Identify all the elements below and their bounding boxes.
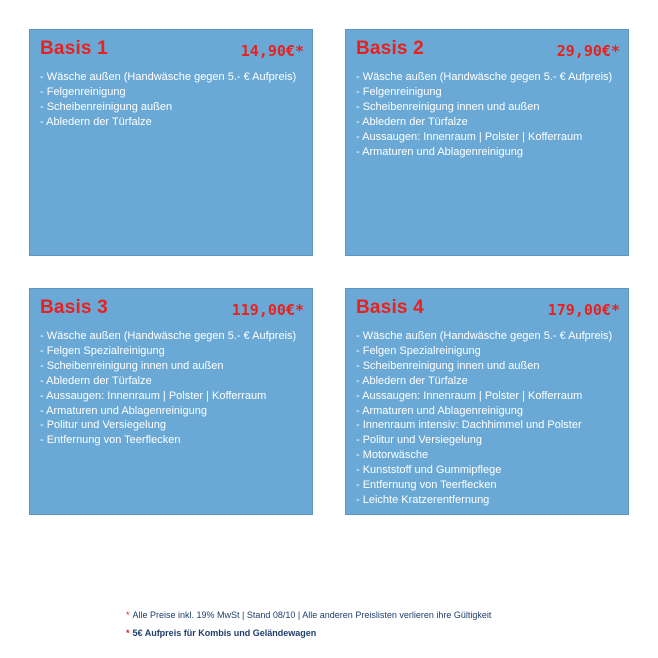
list-item: - Felgenreinigung xyxy=(356,85,442,98)
list-item: - Wäsche außen (Handwäsche gegen 5.- € Aufpreis) xyxy=(356,330,613,342)
list-item: - Motorwäsche xyxy=(356,449,429,462)
list-item: - Felgenreinigung xyxy=(40,85,126,98)
list-item: - Abledern der Türfalze xyxy=(40,115,152,128)
service-list xyxy=(356,329,622,508)
list-item: - Innenraum intensiv: Dachhimmel und Polster xyxy=(356,419,582,432)
asterisk-marker: * xyxy=(126,628,130,638)
list-item: - Entfernung von Teerflecken xyxy=(40,434,181,447)
service-list xyxy=(356,70,622,159)
asterisk-marker: * xyxy=(126,610,130,620)
card-price: 29,90€* xyxy=(556,42,620,60)
card-title: Basis 4 xyxy=(356,297,424,318)
footnote-text: Alle Preise inkl. 19% MwSt | Stand 08/10 | Alle anderen Preislisten verlieren ihre Gültigkeit xyxy=(132,610,492,620)
list-item: - Scheibenreinigung innen und außen xyxy=(356,359,540,372)
list-item: - Wäsche außen (Handwäsche gegen 5.- € Aufpreis) xyxy=(40,71,297,83)
price-card-basis-2 xyxy=(345,29,629,256)
card-price: 14,90€* xyxy=(240,42,304,60)
list-item: - Abledern der Türfalze xyxy=(356,115,468,128)
list-item: - Wäsche außen (Handwäsche gegen 5.- € Aufpreis) xyxy=(356,71,613,83)
list-item: - Scheibenreinigung außen xyxy=(40,100,173,113)
list-item: - Aussaugen: Innenraum | Polster | Kofferraum xyxy=(40,389,267,402)
footnotes xyxy=(126,610,491,638)
list-item: - Armaturen und Ablagenreinigung xyxy=(356,145,523,158)
footnote-prices xyxy=(126,610,491,620)
list-item: - Armaturen und Ablagenreinigung xyxy=(356,404,523,417)
list-item: - Felgen Spezialreinigung xyxy=(356,344,481,357)
list-item: - Felgen Spezialreinigung xyxy=(40,344,165,357)
list-item: - Abledern der Türfalze xyxy=(356,374,468,387)
card-price: 119,00€* xyxy=(231,301,304,319)
footnote-surcharge xyxy=(126,628,491,638)
list-item: - Abledern der Türfalze xyxy=(40,374,152,387)
price-card-basis-3 xyxy=(29,288,313,515)
list-item: - Politur und Versiegelung xyxy=(40,419,166,432)
list-item: - Aussaugen: Innenraum | Polster | Kofferraum xyxy=(356,389,583,402)
list-item: - Scheibenreinigung innen und außen xyxy=(356,100,540,113)
service-list xyxy=(40,70,306,130)
service-list xyxy=(40,329,306,448)
list-item: - Kunststoff und Gummipflege xyxy=(356,464,502,477)
footnote-text: 5€ Aufpreis für Kombis und Geländewagen xyxy=(132,628,317,638)
card-title: Basis 1 xyxy=(40,38,108,59)
card-price: 179,00€* xyxy=(547,301,620,319)
price-card-basis-1 xyxy=(29,29,313,256)
list-item: - Armaturen und Ablagenreinigung xyxy=(40,404,207,417)
list-item: - Aussaugen: Innenraum | Polster | Kofferraum xyxy=(356,130,583,143)
price-card-basis-4 xyxy=(345,288,629,515)
list-item: - Politur und Versiegelung xyxy=(356,434,482,447)
list-item: - Wäsche außen (Handwäsche gegen 5.- € Aufpreis) xyxy=(40,330,297,342)
list-item: - Scheibenreinigung innen und außen xyxy=(40,359,224,372)
card-title: Basis 3 xyxy=(40,297,108,318)
list-item: - Entfernung von Teerflecken xyxy=(356,479,497,492)
card-title: Basis 2 xyxy=(356,38,424,59)
list-item: - Leichte Kratzerentfernung xyxy=(356,493,490,506)
